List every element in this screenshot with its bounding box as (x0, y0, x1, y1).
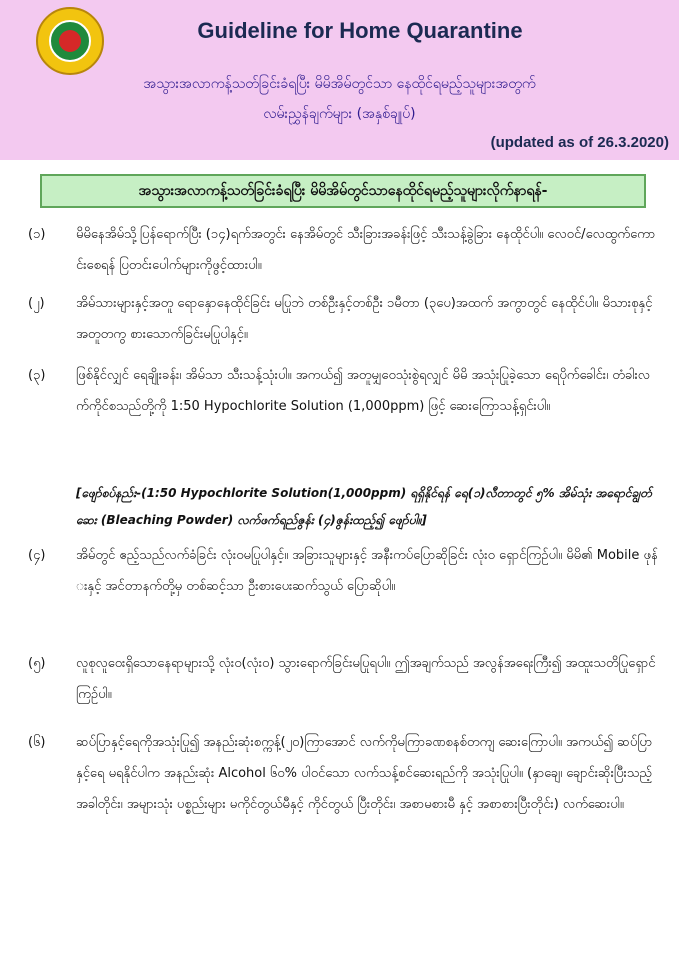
item-text: ဖြစ်နိုင်လျှင် ရေချိုးခန်း၊ အိမ်သာ သီးသန့်သုံးပါ။ အကယ်၍ အတူမျှဝေသုံးစွဲရလျှင် မိမိ အသုံးပြုခဲ့သော ရေပိုက်ခေါင်း၊ တံခါးလက်ကိုင်စသည်တို့ကို 1:50 Hypochlorite Solution (1,000ppm) ဖြင့် ဆေးကြောသန့်ရှင်းပါ။ (76, 368, 650, 414)
guideline-item-3 (28, 360, 658, 470)
ministry-logo-icon (36, 7, 104, 75)
logo-mark (59, 30, 81, 52)
item-text: ဆပ်ပြာနှင့်ရေကိုအသုံးပြု၍ အနည်းဆုံးစက္ကန့်(၂၀)ကြာအောင် လက်ကိုမကြာခဏစနစ်တကျ ဆေးကြောပါ။ အကယ်၍ ဆပ်ပြာနှင့်ရေ မရနိုင်ပါက အနည်းဆုံး Alcohol ၆၀% ပါဝင်သော လက်သန့်စင်ဆေးရည်ကို အသုံးပြုပါ။ (နှာချေ၊ ချောင်းဆိုးပြီးသည့်အခါတိုင်း၊ အများသုံး ပစ္စည်းများ မကိုင်တွယ်မီနှင့် ကိုင်တွယ် ပြီးတိုင်း၊ အစာမစားမီ နှင့် အစာစားပြီးတိုင်း) လက်ဆေးပါ။ (76, 735, 653, 812)
item-number: (၃) (28, 368, 46, 383)
guideline-item-1 (28, 219, 658, 281)
guideline-item-5 (28, 648, 658, 712)
item-text: မိမိနေအိမ်သို့ပြန်ရောက်ပြီး (၁၄)ရက်အတွင်း နေအိမ်တွင် သီးခြားအခန်းဖြင့် သီးသန့်ခွဲခြား နေထိုင်ပါ။ လေဝင်/လေထွက်ကောင်းစေရန် ပြတင်းပေါက်များကိုဖွင့်ထားပါ။ (76, 227, 656, 273)
item-text: အိမ်တွင် ဧည့်သည်လက်ခံခြင်း လုံးဝမပြုပါနှင့်။ အခြားသူများနှင့် အနီးကပ်ပြောဆိုခြင်း လုံးဝ ရှောင်ကြဉ်ပါ။ မိမိ၏ Mobile ဖုန်းနှင့် အင်တာနက်တို့မှ တစ်ဆင့်သာ ဦးစားပေးဆက်သွယ် ပြောဆိုပါ။ (76, 548, 658, 594)
item-number: (၁) (28, 227, 46, 242)
item-text: အိမ်သားများနှင့်အတူ ရောနှောနေထိုင်ခြင်း မပြုဘဲ တစ်ဦးနှင့်တစ်ဦး ၁မီတာ (၃ပေ)အထက် အကွာတွင် နေထိုင်ပါ။ မိသားစုနှင့်အတူတကွ စားသောက်ခြင်းမပြုပါနှင့်။ (76, 296, 653, 342)
guideline-item-4 (28, 540, 658, 636)
header (0, 0, 679, 160)
item-number: (၄) (28, 548, 46, 563)
guideline-item-2 (28, 288, 658, 350)
updated-date: (updated as of 26.3.2020) (490, 134, 669, 151)
section-banner (40, 174, 646, 208)
item-text: လူစုလူဝေးရှိသောနေရာများသို့ လုံးဝ(လုံးဝ) သွားရောက်ခြင်းမပြုရပါ။ ဤအချက်သည် အလွန်အရေးကြီး၍ အထူးသတိပြုရှောင်ကြဉ်ပါ။ (76, 656, 656, 702)
logo-emblem (49, 20, 91, 62)
section-banner-text: အသွားအလာကန့်သတ်ခြင်းခံရပြီး မိမိအိမ်တွင်သာနေထိုင်ရမည့်သူများလိုက်နာရန်- (138, 182, 548, 199)
subtitle-line-2: လမ်းညွှန်ချက်များ (အနှစ်ချုပ်) (263, 106, 416, 122)
item-number: (၂) (28, 296, 45, 311)
dilution-note: [ဖျော်စပ်နည်း-(1:50 Hypochlorite Solution(1,000ppm) ရရှိနိုင်ရန် ရေ(၁)လီတာတွင် ၅% အိမ်သုံး အရောင်ချွတ်ဆေး (Bleaching Powder) လက်ဖက်ရည်ဇွန်း (၄)ဇွန်းထည့်၍ ဖျော်ပါ။] (76, 486, 652, 527)
page-title: Guideline for Home Quarantine (197, 18, 523, 43)
guideline-item-6 (28, 727, 658, 887)
item-number: (၆) (28, 735, 46, 750)
item-number: (၅) (28, 656, 46, 671)
subtitle-line-1: အသွားအလာကန့်သတ်ခြင်းခံရပြီး မိမိအိမ်တွင်သာ နေထိုင်ရမည့်သူများအတွက် (143, 76, 536, 92)
